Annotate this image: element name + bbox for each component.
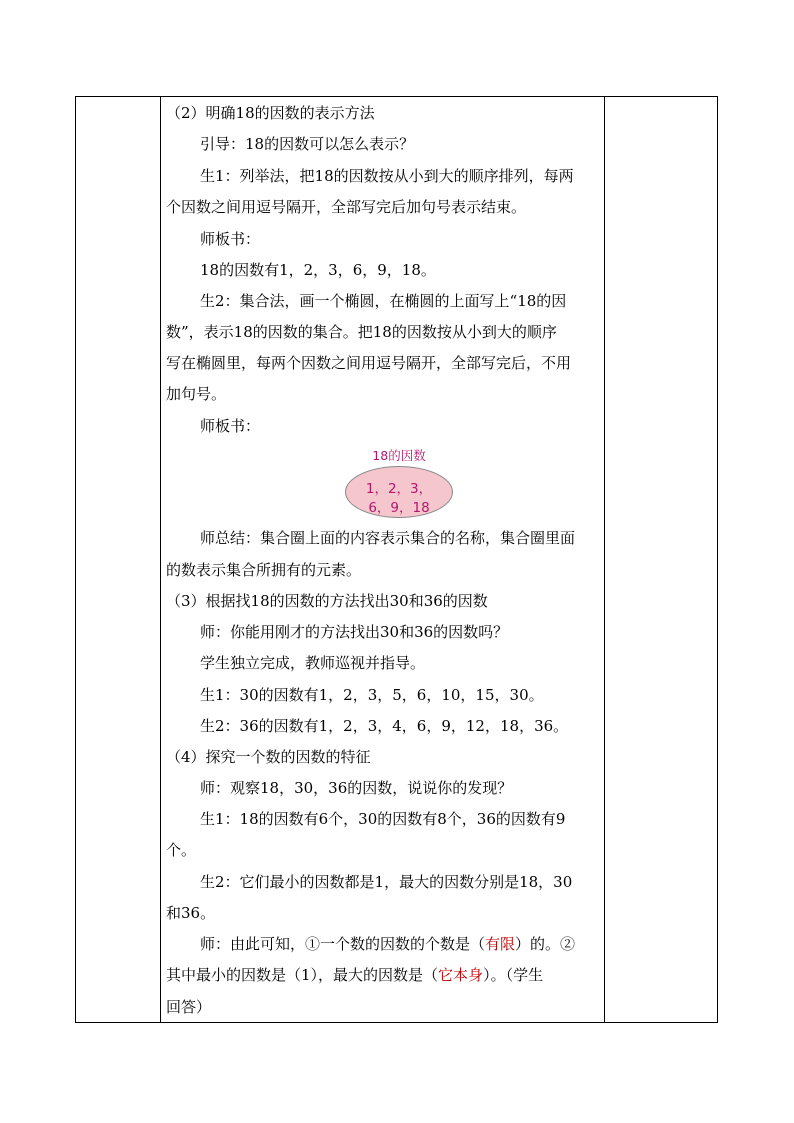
text-line: 生2：36的因数有1，2，3，4，6，9，12，18，36。 (200, 717, 569, 735)
text-line: 师板书： (200, 230, 261, 248)
column-divider-right (604, 97, 605, 1022)
answer-finite: 有限 (485, 935, 516, 953)
text-line: 数”，表示18的因数的集合。把18的因数按从小到大的顺序 (166, 323, 557, 341)
text-line: 个因数之间用逗号隔开，全部写完后加句号表示结束。 (166, 198, 527, 216)
section-heading-4: （4）探究一个数的因数的特征 (166, 748, 371, 766)
text-line: 师：观察18，30，36的因数，说说你的发现？ (200, 779, 513, 797)
text-line: 生2：集合法，画一个椭圆，在椭圆的上面写上“18的因 (200, 292, 567, 310)
text-line: 生2：它们最小的因数都是1，最大的因数分别是18，30 (200, 873, 573, 891)
factor-set-diagram (345, 446, 453, 520)
summary-line-3: 回答） (166, 998, 212, 1016)
text-line: 生1：18的因数有6个，30的因数有8个，36的因数有9 (200, 810, 566, 828)
summary-text: ）。（学生 (483, 966, 544, 984)
summary-text: ）的。② (515, 935, 576, 953)
section-heading-3: （3）根据找18的因数的方法找出30和36的因数 (166, 592, 488, 610)
text-line: 和36。 (166, 904, 216, 922)
summary-text: 其中最小的因数是（1），最大的因数是（ (166, 966, 439, 984)
text-line: 生1：30的因数有1，2，3，5，6，10，15，30。 (200, 686, 544, 704)
text-line: 写在椭圆里，每两个因数之间用逗号隔开，全部写完后，不用 (166, 354, 572, 372)
section-heading-2: （2）明确18的因数的表示方法 (166, 104, 375, 122)
column-divider-left (160, 97, 161, 1022)
text-line: 生1：列举法，把18的因数按从小到大的顺序排列，每两 (200, 167, 574, 185)
text-line: 个。 (166, 841, 197, 859)
set-elements-row-2: 6，9，18 (368, 500, 430, 516)
text-line: 18的因数有1，2，3，6，9，18。 (200, 261, 436, 279)
summary-line-1 (200, 934, 575, 954)
summary-line-2 (166, 965, 543, 985)
text-line: 师总结：集合圈上面的内容表示集合的名称，集合圈里面 (200, 529, 576, 547)
text-line: 师板书： (200, 417, 261, 435)
text-line: 加句号。 (166, 385, 227, 403)
text-line: 学生独立完成，教师巡视并指导。 (200, 654, 426, 672)
answer-itself: 它本身 (438, 966, 484, 984)
text-line: 师：你能用刚才的方法找出30和36的因数吗？ (200, 623, 509, 641)
set-title: 18的因数 (372, 448, 426, 463)
text-line: 引导：18的因数可以怎么表示？ (200, 135, 415, 153)
set-elements-row-1: 1，2，3， (365, 481, 433, 497)
summary-text: 师：由此可知，①一个数的因数的个数是（ (200, 935, 486, 953)
text-line: 的数表示集合所拥有的元素。 (166, 561, 362, 579)
